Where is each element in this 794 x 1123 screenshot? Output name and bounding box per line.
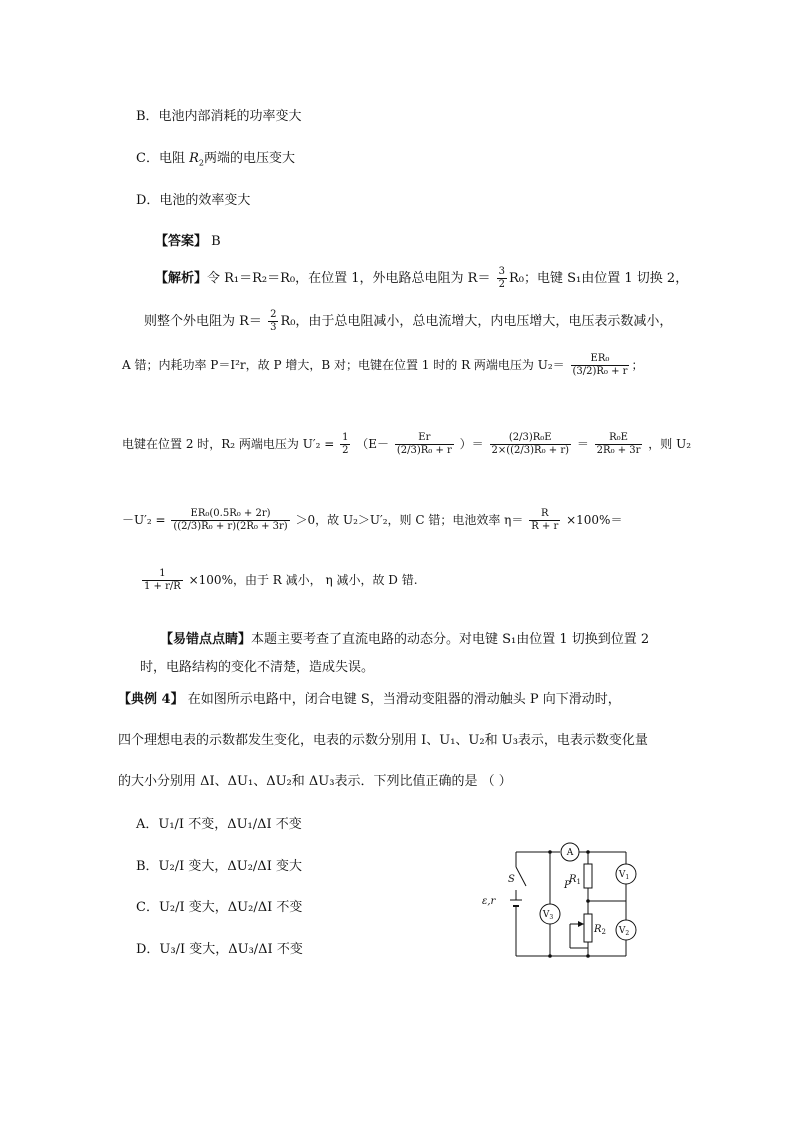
slider-label: P: [564, 880, 571, 891]
mistake-line-1: [160, 630, 649, 650]
analysis-l4-a: 电键在位置 2 时，R₂ 两端电压为 U′₂ =: [122, 437, 339, 451]
option-d-prev: D．电池的效率变大: [136, 193, 251, 208]
analysis-l4-c: ）＝: [459, 437, 484, 451]
analysis-l2-a: 则整个外电阻为 R＝: [144, 314, 262, 329]
analysis-line-5: [122, 508, 622, 533]
answer-line: [155, 232, 221, 252]
analysis-line-1: [155, 266, 688, 291]
option-c-sub: 2: [198, 158, 204, 168]
resistor-r1: [584, 864, 592, 888]
resistor-r2: [584, 914, 592, 942]
analysis-label: 【解析】: [155, 271, 208, 286]
r2-label: $R_2$: [594, 924, 606, 936]
analysis-line-4: [122, 432, 691, 457]
option-c-prev: [136, 149, 295, 174]
fraction-difference: $\frac{\text{ER₀(0.5R₀ + 2r)}}{\text{((2/3)R₀ + r)(2R₀ + 3r)}}$: [173, 508, 288, 532]
analysis-l2-b: R₀，由于总电阻减小，总电流增大，内电压增大，电压表示数减小，: [280, 314, 673, 329]
option-b-prev: B．电池内部消耗的功率变大: [136, 109, 302, 124]
choice-a: A．U₁/I 不变，ΔU₁/ΔI 不变: [136, 817, 302, 832]
analysis-line-6: [140, 568, 418, 593]
analysis-l3-b: ；: [631, 358, 644, 372]
slider-arrow-icon: [578, 921, 584, 927]
mistake-label: 【易错点点睛】: [160, 632, 252, 647]
analysis-l5-a: －U′₂ =: [122, 513, 166, 527]
v1-label: $V_1$: [618, 870, 630, 881]
analysis-l5-c: ×100%＝: [566, 513, 623, 527]
option-c-suffix: 两端的电压变大: [203, 151, 295, 166]
fraction-u2: $\frac{\text{ER₀}}{\text{(3/2)R₀ + r}}$: [572, 353, 628, 377]
junction-dot: [586, 899, 590, 903]
option-c-var: R: [189, 151, 199, 166]
analysis-l3-a: A 错；内耗功率 P＝I²r，故 P 增大，B 对；电键在位置 1 时的 R 两端电压为 U₂＝: [122, 358, 565, 372]
analysis-l4-b: （E－: [356, 437, 390, 451]
answer-value: B: [211, 234, 221, 249]
fraction-er: $\frac{Er}{\text{(2/3)R₀ + r}}$: [396, 432, 452, 456]
mistake-text-1: 本题主要考查了直流电路的动态分。对电键 S₁由位置 1 切换到位置 2: [251, 632, 650, 647]
mistake-line-2: 时，电路结构的变化不清楚，造成失误。: [140, 660, 375, 675]
emf-label: ε,r: [482, 896, 496, 907]
junction-dot: [586, 954, 590, 958]
fraction-efficiency-2: $\frac{1}{1 + r/R}$: [144, 568, 181, 592]
switch-blade: [516, 867, 526, 886]
junction-dot: [548, 850, 552, 854]
fraction-r0e: $\frac{\text{(2/3)R₀E}}{\text{2×((2/3)R₀ + r)}}$: [491, 432, 569, 456]
analysis-l1-a: 令 R₁＝R₂＝R₀，在位置 1，外电路总电阻为 R＝: [207, 271, 491, 286]
analysis-l4-e: ，则 U₂: [648, 437, 692, 451]
analysis-line-2: [144, 309, 672, 334]
fraction-efficiency: $\frac{R}{R + r}$: [531, 508, 559, 532]
answer-label: 【答案】: [155, 234, 208, 249]
fraction-half: $\frac{1}{2}$: [342, 432, 349, 456]
switch-label: S: [508, 874, 515, 885]
fraction-r0e-simplified: $\frac{\text{R₀E}}{\text{2R₀ + 3r}}$: [596, 432, 641, 456]
ammeter-label: A: [566, 848, 574, 858]
v3-label: $V_3$: [542, 910, 554, 921]
junction-dot: [548, 954, 552, 958]
example-text-1: 在如图所示电路中，闭合电键 S，当滑动变阻器的滑动触头 P 向下滑动时，: [183, 692, 621, 707]
option-c-prefix: C．电阻: [136, 151, 190, 166]
fraction-2-3: $\frac{2}{3}$: [270, 309, 277, 333]
circuit-diagram: [478, 842, 638, 967]
r1-label: $R_1$: [569, 874, 581, 886]
example-line-3: 的大小分别用 ΔI、ΔU₁、ΔU₂和 ΔU₃表示．下列比值正确的是 （ ）: [118, 774, 512, 789]
example-label: 【典例 4】: [118, 692, 184, 707]
analysis-l4-d: ＝: [576, 437, 589, 451]
choice-d: D．U₃/I 变大，ΔU₃/ΔI 不变: [136, 942, 303, 957]
analysis-l6-b: ×100%，由于 R 减小， η 减小，故 D 错.: [188, 573, 418, 587]
choice-b: B．U₂/I 变大，ΔU₂/ΔI 变大: [136, 859, 302, 874]
v2-label: $V_2$: [618, 926, 630, 937]
analysis-l5-b: ＞0，故 U₂＞U′₂，则 C 错；电池效率 η＝: [295, 513, 524, 527]
choice-c: C．U₂/I 变大，ΔU₂/ΔI 不变: [136, 900, 303, 915]
analysis-line-3: [122, 353, 643, 378]
fraction-3-2: $\frac{3}{2}$: [498, 266, 505, 290]
analysis-l1-b: R₀；电键 S₁由位置 1 切换 2，: [509, 271, 689, 286]
junction-dot: [586, 850, 590, 854]
example-line-2: 四个理想电表的示数都发生变化，电表的示数分别用 I、U₁、U₂和 U₃表示，电表示数变化量: [118, 733, 648, 748]
example-line-1: [118, 690, 621, 710]
